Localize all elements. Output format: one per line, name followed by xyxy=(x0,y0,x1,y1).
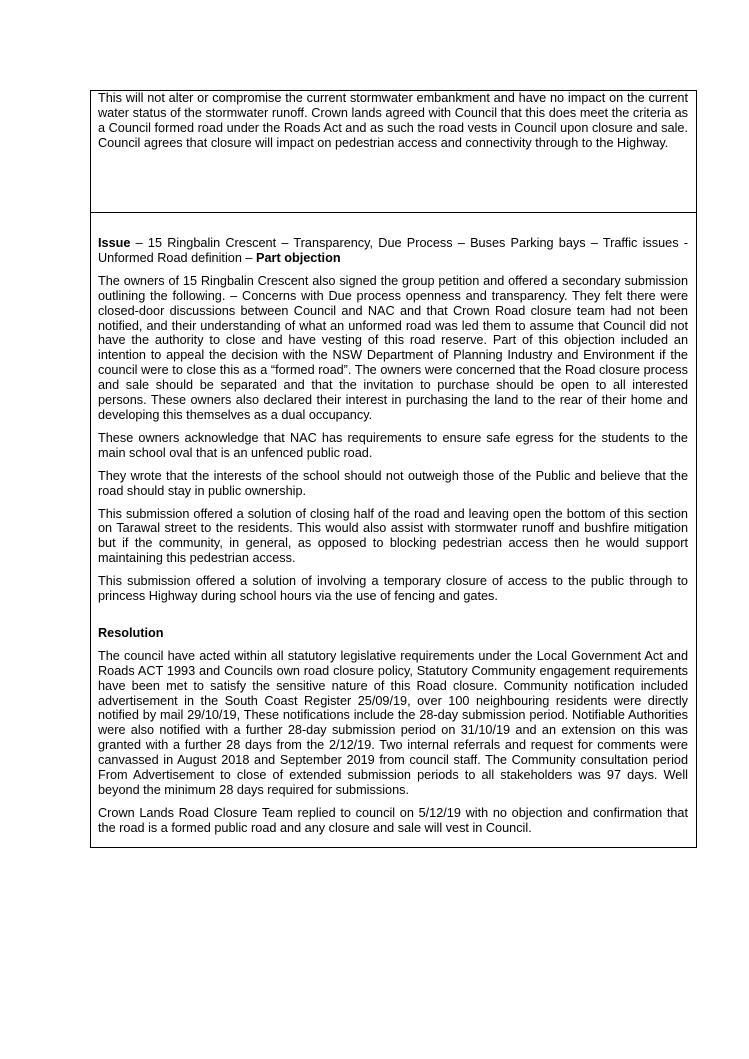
table-cell-stormwater xyxy=(91,91,696,213)
table-cell-issue xyxy=(91,213,696,847)
stormwater-paragraph: This will not alter or compromise the current stormwater embankment and have no impact on the current water status of the stormwater runoff. Crown lands agreed with Council that this does meet the criteria as a Council formed road under the Roads Act and as such the road vests in Council upon closure and sale. Council agrees that closure will impact on pedestrian access and connectivity through to the Highway. xyxy=(98,91,688,150)
nac-requirements-paragraph: These owners acknowledge that NAC has requirements to ensure safe egress for the students to the main school oval that is an unfenced public road. xyxy=(98,430,688,460)
document-table xyxy=(90,90,697,848)
owners-paragraph: The owners of 15 Ringbalin Crescent also signed the group petition and offered a secondary submission outlining the following. – Concerns with Due process openness and transparency. They felt there were closed-door discussions between Council and NAC and that Crown Road closure team had not been notified, and their understanding of what an unformed road was led them to assume that Council did not have the authority to close and have vesting of this road reserve. Part of this objection included an intention to appeal the decision with the NSW Department of Planning Industry and Environment if the council were to close this as a “formed road”. The owners were concerned that the Road closure process and sale should be separated and that the invitation to purchase should be open to all interested persons. These owners also declared their interest in purchasing the land to the rear of their home and developing this themselves as a dual occupancy. xyxy=(98,273,688,422)
half-closure-paragraph: This submission offered a solution of closing half of the road and leaving open the bottom of this section on Tarawal street to the residents. This would also assist with stormwater runoff and bushfire mitigation but if the community, in general, as opposed to blocking pedestrian access then he would support maintaining this pedestrian access. xyxy=(98,506,688,566)
issue-heading xyxy=(98,236,688,266)
resolution-paragraph: The council have acted within all statutory legislative requirements under the Local Government Act and Roads ACT 1993 and Councils own road closure policy, Statutory Community engagement requirements have been met to satisfy the sensitive nature of this Road closure. Community notification included advertisement in the South Coast Register 25/09/19, over 100 neighbouring residents were directly notified by mail 29/10/19, These notifications include the 28-day submission period. Notifiable Authorities were also notified with a further 28-day submission period on 31/10/19 and an extension on this was granted with a further 28 days from the 2/12/19. Two internal referrals and request for comments were canvassed in August 2018 and September 2019 from council staff. The Community consultation period From Advertisement to close of extended submission periods to all stakeholders was 97 days. Well beyond the minimum 28 days required for submissions. xyxy=(98,648,688,797)
temporary-closure-paragraph: This submission offered a solution of involving a temporary closure of access to the public through to princess Highway during school hours via the use of fencing and gates. xyxy=(98,574,688,604)
issue-label: Issue xyxy=(98,236,131,250)
crown-lands-paragraph: Crown Lands Road Closure Team replied to council on 5/12/19 with no objection and confirmation that the road is a formed public road and any closure and sale will vest in Council. xyxy=(98,805,688,835)
school-interest-paragraph: They wrote that the interests of the school should not outweigh those of the Public and believe that the road should stay in public ownership. xyxy=(98,468,688,498)
resolution-heading: Resolution xyxy=(98,625,164,640)
issue-status: Part objection xyxy=(255,250,341,265)
issue-text: – 15 Ringbalin Crescent – Transparency, Due Process – Buses Parking bays – Traffic issues - Unformed Road definition – xyxy=(98,236,688,265)
